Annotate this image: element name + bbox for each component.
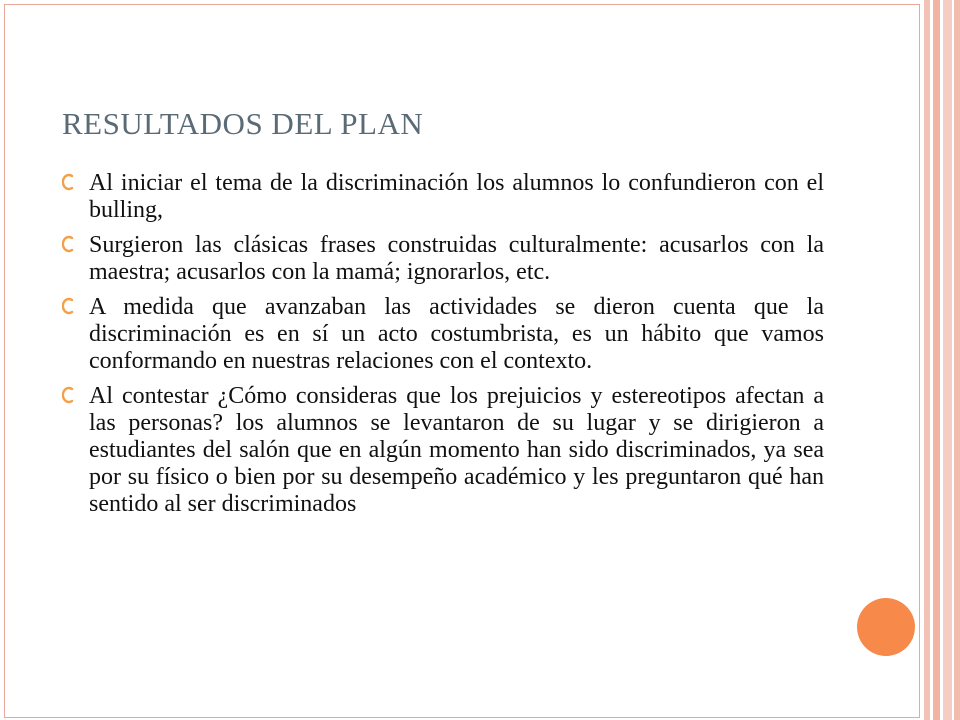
- bullet-arc-icon: [62, 235, 76, 255]
- bullet-text: Al iniciar el tema de la discriminación los alumnos lo confundieron con el bulling,: [89, 170, 824, 223]
- bullet-list: [62, 170, 824, 526]
- bullet-item: [62, 232, 824, 286]
- bullet-arc-icon: [62, 297, 76, 317]
- decorative-circle-icon: [857, 598, 915, 656]
- bullet-item: [62, 170, 824, 224]
- bullet-arc-icon: [62, 173, 76, 193]
- bullet-item: [62, 383, 824, 518]
- slide-title: RESULTADOS DEL PLAN: [62, 106, 424, 141]
- bullet-arc-icon: [62, 386, 76, 406]
- decorative-stripe: [954, 0, 960, 720]
- bullet-item: [62, 294, 824, 375]
- bullet-text: A medida que avanzaban las actividades se dieron cuenta que la discriminación es en sí un acto costumbrista, es un hábito que vamos conformando en nuestras relaciones con el contexto.: [89, 294, 824, 374]
- decorative-stripe: [943, 0, 952, 720]
- decorative-stripe: [933, 0, 940, 720]
- bullet-text: Al contestar ¿Cómo consideras que los prejuicios y estereotipos afectan a las personas? los alumnos se levantaron de su lugar y se dirigieron a estudiantes del salón que en algún momento han sido discriminados, ya sea por su físico o bien por su desempeño académico y les preguntaron qué han sentido al ser discriminados: [89, 383, 824, 517]
- bullet-text: Surgieron las clásicas frases construidas culturalmente: acusarlos con la maestra; acusarlos con la mamá; ignorarlos, etc.: [89, 232, 824, 285]
